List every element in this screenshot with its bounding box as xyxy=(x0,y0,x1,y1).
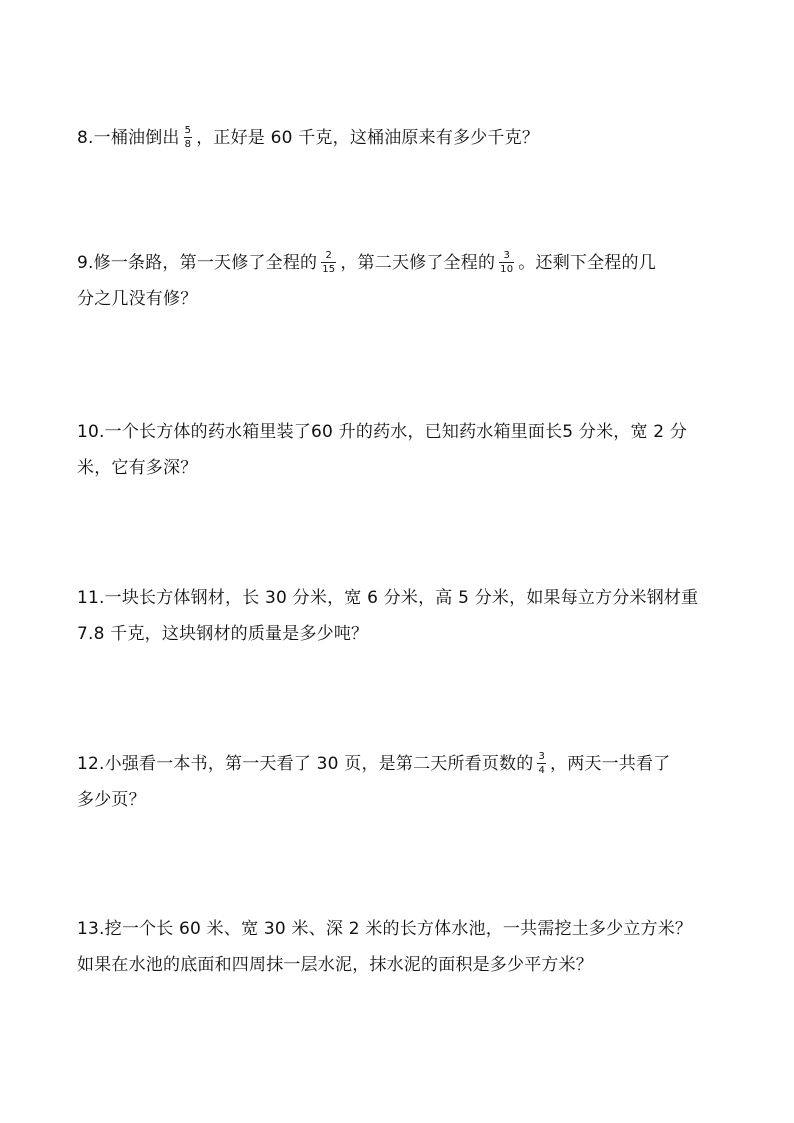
problem-8-text-a: 8.一桶油倒出 xyxy=(77,128,180,148)
fraction-numerator: 5 xyxy=(184,124,192,136)
problem-12-line-1 xyxy=(77,746,722,782)
problem-10 xyxy=(77,414,722,486)
problem-12-line-2: 多少页？ xyxy=(77,790,146,810)
problem-9-line-2: 分之几没有修？ xyxy=(77,289,198,309)
fraction-denominator: 15 xyxy=(322,263,336,275)
fraction-denominator: 4 xyxy=(538,764,546,776)
problem-9 xyxy=(77,245,722,317)
problem-12-fraction xyxy=(537,751,546,776)
problem-8-text-b: ，正好是 60 千克，这桶油原来有多少千克？ xyxy=(196,128,540,148)
problem-11 xyxy=(77,580,722,652)
problem-8-fraction xyxy=(184,125,193,150)
fraction-bar xyxy=(184,137,193,138)
problem-9-fraction-1 xyxy=(321,250,336,275)
problem-9-line-1 xyxy=(77,245,722,281)
problem-10-line-2: 米，它有多深？ xyxy=(77,458,198,478)
problem-13 xyxy=(77,911,722,983)
fraction-denominator: 8 xyxy=(184,138,192,150)
problem-8 xyxy=(77,120,722,156)
problem-12-text-a: 12.小强看一本书，第一天看了 30 页，是第二天所看页数的 xyxy=(77,754,534,774)
problem-13-line-2: 如果在水池的底面和四周抹一层水泥，抹水泥的面积是多少平方米？ xyxy=(77,955,593,975)
problem-12-text-b: ，两天一共看了 xyxy=(550,754,671,774)
fraction-denominator: 10 xyxy=(500,263,514,275)
problem-12 xyxy=(77,746,722,818)
problem-10-line-1: 10.一个长方体的药水箱里装了60 升的药水，已知药水箱里面长5 分米，宽 2 分 xyxy=(77,422,688,442)
problem-9-text-b: ，第二天修了全程的 xyxy=(340,253,496,273)
fraction-bar xyxy=(499,262,514,263)
problem-13-line-1: 13.挖一个长 60 米、宽 30 米、深 2 米的长方体水池，一共需挖土多少立方米？ xyxy=(77,919,693,939)
fraction-numerator: 2 xyxy=(325,249,333,261)
fraction-numerator: 3 xyxy=(538,750,546,762)
fraction-bar xyxy=(321,262,336,263)
problem-11-line-1: 11.一块长方体钢材，长 30 分米，宽 6 分米，高 5 分米，如果每立方分米钢材重 xyxy=(77,588,699,608)
problem-9-text-c: 。还剩下全程的几 xyxy=(518,253,656,273)
fraction-bar xyxy=(537,763,546,764)
problem-11-line-2: 7.8 千克，这块钢材的质量是多少吨？ xyxy=(77,624,369,644)
problem-8-line-1 xyxy=(77,120,722,156)
problem-9-fraction-2 xyxy=(499,250,514,275)
fraction-numerator: 3 xyxy=(503,249,511,261)
problem-9-text-a: 9.修一条路，第一天修了全程的 xyxy=(77,253,318,273)
